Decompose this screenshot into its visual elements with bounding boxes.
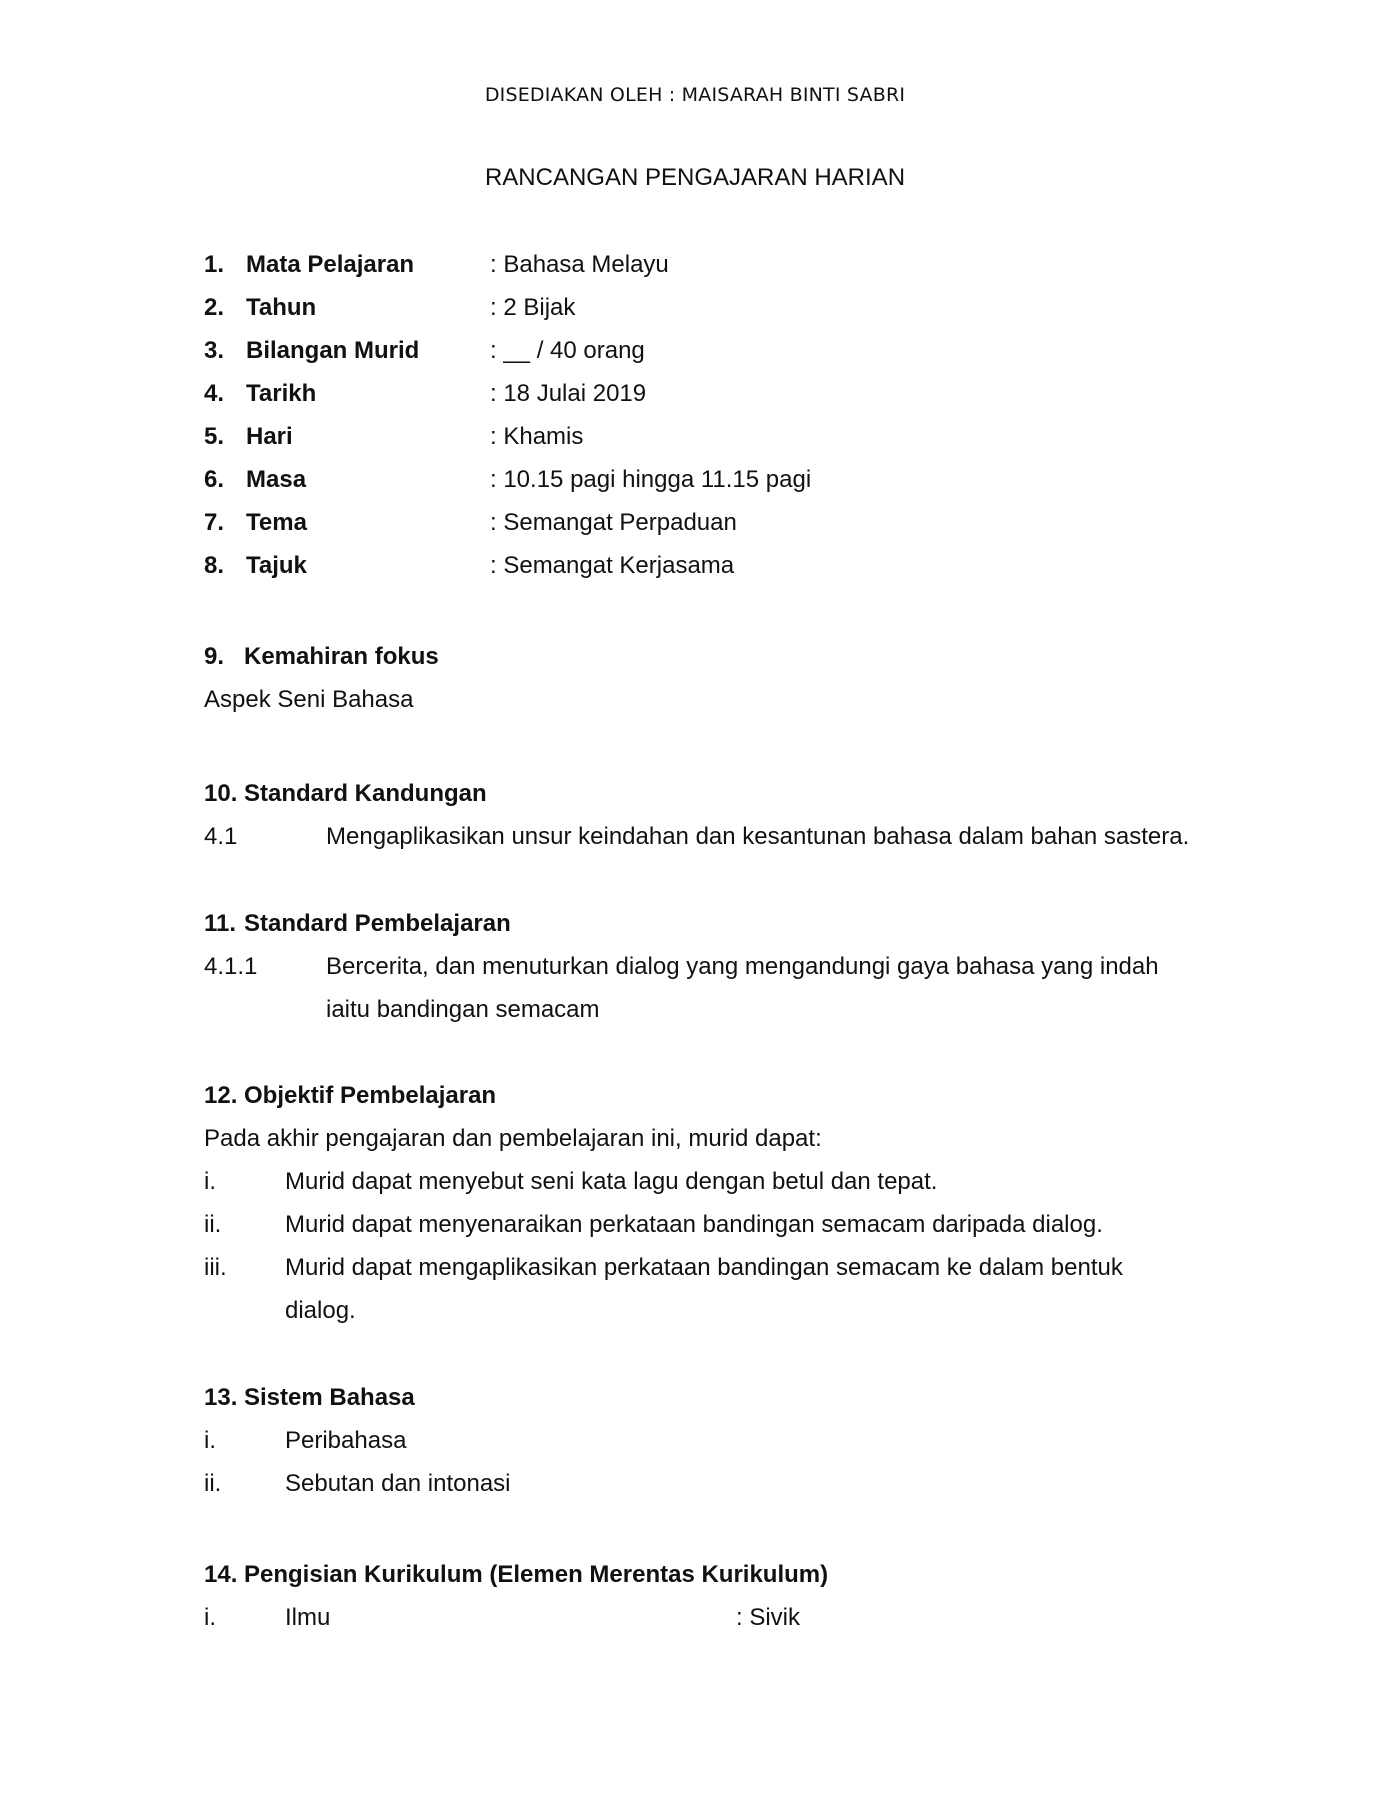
section-number: 9.	[204, 643, 225, 670]
prepared-by-line: DISEDIAKAN OLEH : MAISARAH BINTI SABRI	[484, 84, 906, 106]
list-text: Peribahasa	[285, 1427, 407, 1454]
standard-code: 4.1.1	[204, 953, 258, 980]
info-number: 8.	[204, 551, 225, 579]
objective-text: Murid dapat menyebut seni kata lagu dengan betul dan tepat.	[285, 1168, 938, 1195]
list-item	[204, 1462, 1254, 1505]
standard-text	[326, 945, 1254, 1031]
section-number: 14.	[204, 1561, 238, 1588]
section-heading	[204, 772, 1254, 815]
list-numeral: ii.	[204, 1470, 222, 1497]
info-row	[204, 329, 1204, 372]
info-number: 1.	[204, 250, 225, 278]
info-label: Tahun	[246, 293, 317, 321]
info-label: Bilangan Murid	[246, 336, 420, 364]
section-sistem-bahasa	[204, 1376, 1254, 1505]
standard-row	[204, 815, 1254, 858]
section-title: Standard Kandungan	[244, 780, 487, 807]
section-heading	[204, 1553, 1254, 1596]
info-number: 2.	[204, 293, 225, 321]
list-item	[204, 1419, 1254, 1462]
section-standard-kandungan	[204, 772, 1254, 858]
standard-text-line: iaitu bandingan semacam	[326, 996, 600, 1023]
objective-item	[204, 1246, 1254, 1332]
objective-numeral: ii.	[204, 1211, 222, 1238]
info-label: Hari	[246, 422, 293, 450]
info-value: : 18 Julai 2019	[490, 379, 647, 407]
info-row	[204, 501, 1204, 544]
info-number: 3.	[204, 336, 225, 364]
info-value: : Bahasa Melayu	[490, 250, 669, 278]
objective-item	[204, 1160, 1254, 1203]
standard-row	[204, 945, 1254, 1031]
section-title: Objektif Pembelajaran	[244, 1082, 497, 1109]
section-pengisian-kurikulum	[204, 1553, 1254, 1639]
standard-text-line: Bercerita, dan menuturkan dialog yang mengandungi gaya bahasa yang indah	[326, 953, 1159, 980]
section-objektif-pembelajaran	[204, 1074, 1254, 1332]
info-row	[204, 458, 1204, 501]
info-number: 7.	[204, 508, 225, 536]
list-text: Sebutan dan intonasi	[285, 1470, 511, 1497]
objective-numeral: i.	[204, 1168, 216, 1195]
section-kemahiran-fokus	[204, 635, 1254, 721]
section-standard-pembelajaran	[204, 902, 1254, 1031]
info-label: Tema	[246, 508, 307, 536]
section-heading	[204, 1376, 1254, 1419]
info-value: : 10.15 pagi hingga 11.15 pagi	[490, 465, 812, 493]
list-item	[204, 1596, 1254, 1639]
info-row	[204, 286, 1204, 329]
section-text: Aspek Seni Bahasa	[204, 686, 414, 713]
objective-item	[204, 1203, 1254, 1246]
info-value: : Khamis	[490, 422, 584, 450]
document-title: RANCANGAN PENGAJARAN HARIAN	[484, 164, 906, 191]
element-label: Ilmu	[285, 1604, 331, 1631]
list-numeral: i.	[204, 1427, 216, 1454]
objective-text-line: dialog.	[285, 1297, 356, 1324]
info-number: 5.	[204, 422, 225, 450]
list-numeral: i.	[204, 1604, 216, 1631]
info-value: : 2 Bijak	[490, 293, 576, 321]
info-value: : Semangat Perpaduan	[490, 508, 737, 536]
info-row	[204, 415, 1204, 458]
objective-text: Murid dapat menyenaraikan perkataan bandingan semacam daripada dialog.	[285, 1211, 1103, 1238]
objective-intro: Pada akhir pengajaran dan pembelajaran ini, murid dapat:	[204, 1125, 822, 1152]
info-value: : Semangat Kerjasama	[490, 551, 735, 579]
objective-numeral: iii.	[204, 1254, 227, 1281]
section-heading	[204, 902, 1254, 945]
section-number: 13.	[204, 1384, 238, 1411]
section-number: 10.	[204, 780, 238, 807]
objective-text	[285, 1246, 1254, 1332]
info-row	[204, 372, 1204, 415]
info-row	[204, 544, 1204, 587]
standard-code: 4.1	[204, 823, 238, 850]
info-number: 4.	[204, 379, 225, 407]
info-label: Tajuk	[246, 551, 307, 579]
standard-text: Mengaplikasikan unsur keindahan dan kesantunan bahasa dalam bahan sastera.	[326, 823, 1190, 850]
section-number: 12.	[204, 1082, 238, 1109]
info-list	[204, 243, 1204, 587]
info-number: 6.	[204, 465, 225, 493]
section-title: Kemahiran fokus	[244, 643, 439, 670]
info-row	[204, 243, 1204, 286]
section-heading	[204, 1074, 1254, 1117]
objective-text-line: Murid dapat mengaplikasikan perkataan bandingan semacam ke dalam bentuk	[285, 1254, 1123, 1281]
info-value: : __ / 40 orang	[490, 336, 645, 364]
section-title: Standard Pembelajaran	[244, 910, 511, 937]
section-heading	[204, 635, 1254, 678]
element-value: : Sivik	[736, 1604, 801, 1631]
info-label: Masa	[246, 465, 307, 493]
info-label: Tarikh	[246, 379, 317, 407]
info-label: Mata Pelajaran	[246, 250, 415, 278]
section-title: Pengisian Kurikulum (Elemen Merentas Kurikulum)	[244, 1561, 829, 1588]
section-number: 11.	[204, 910, 237, 937]
section-title: Sistem Bahasa	[244, 1384, 415, 1411]
